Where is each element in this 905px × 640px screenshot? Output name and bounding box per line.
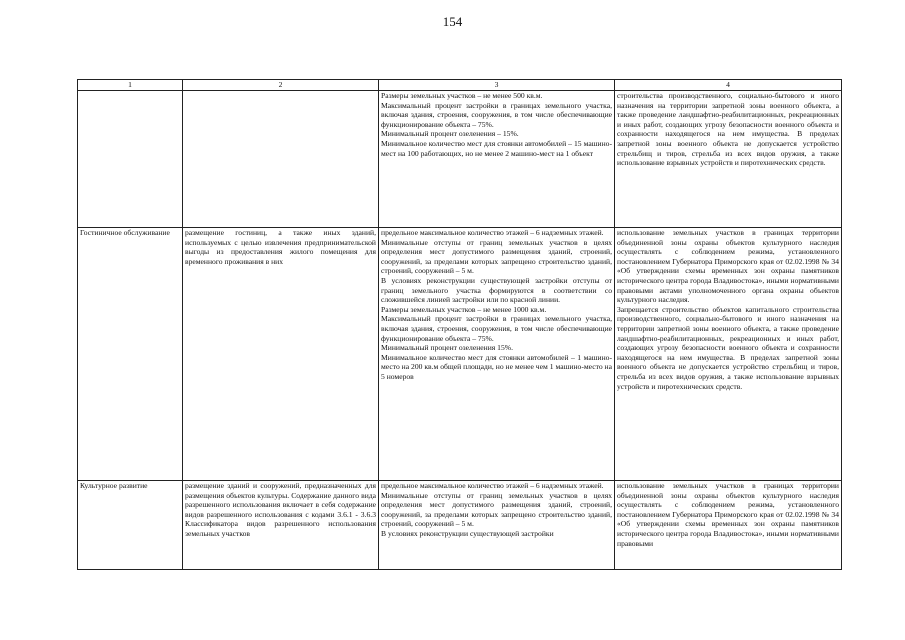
use-type-cell: Культурное развитие (78, 481, 183, 570)
parameters-cell (379, 91, 615, 228)
use-description-cell: размещение гостиниц, а также иных зданий, используемых с целью извлечения предпринимательской выгоды из предоставления жилого помещения для временного проживания в них (183, 228, 379, 481)
paragraph: Минимальные отступы от границ земельных участков в целях определения мест допустимого размещения зданий, строений, сооружений, за пределами которых запрещено строительство зданий, строений, сооружений – 5 м. (381, 490, 612, 529)
table-row (78, 228, 842, 481)
paragraph: Минимальное количество мест для стоянки автомобилей – 15 машино-мест на 100 работающих, но не менее 2 машино-мест на 1 объект (381, 138, 612, 158)
regulations-table (77, 79, 842, 570)
paragraph: Размеры земельных участков – не менее 1000 кв.м. (381, 304, 547, 314)
use-type-cell: Гостиничное обслуживание (78, 228, 183, 481)
paragraph: Минимальное количество мест для стоянки автомобилей – 1 машино-место на 200 кв.м общей площади, но не менее чем 1 машино-место на 5 номеров (381, 352, 612, 381)
paragraph: Запрещается строительство объектов капитального строительства производственного, социально-бытового и иного назначения на территории запретной зоны военного объекта, а также проведение ландшафтно-реабилитационных, рекреационных и иных работ, создающих угрозу безопасности военного объекта и сохранности находящегося на нем имущества. В пределах запретной зоны военного объекта не допускается устройство стрельбищ и тиров, стрельба из всех видов оружия, а также использование взрывных устройств и пиротехнических средств. (617, 304, 839, 391)
paragraph: Максимальный процент застройки в границах земельного участка, включая здания, строения, сооружения, в том числе обеспечивающие функционирование объекта – 75%. (381, 314, 612, 343)
paragraph: В условиях реконструкции существующей застройки (381, 528, 554, 538)
restrictions-cell (615, 91, 842, 228)
column-header: 1 (78, 80, 183, 91)
parameters-cell (379, 481, 615, 570)
paragraph: предельное максимальное количество этажей – 6 надземных этажей. (381, 228, 604, 237)
paragraph: использование земельных участков в границах территории объединенной зоны охраны объектов культурного наследия осуществлять с соблюдением режима, установленного постановлением Губернатора Приморского края от 02.02.1998 № 34 «Об утверждении схемы временных зон охраны памятников исторического центра города Владивостока», иными нормативными правовыми (617, 481, 839, 548)
column-header: 2 (183, 80, 379, 91)
paragraph: Размеры земельных участков – не менее 500 кв.м. (381, 91, 543, 100)
restrictions-cell (615, 228, 842, 481)
page-number: 154 (442, 14, 463, 29)
paragraph: предельное максимальное количество этажей – 6 надземных этажей. (381, 481, 604, 490)
column-header: 4 (615, 80, 842, 91)
paragraph: Минимальный процент озеленения 15%. (381, 343, 513, 353)
paragraph: использование земельных участков в границах территории объединенной зоны охраны объектов культурного наследия осуществлять с соблюдением режима, установленного постановлением Губернатора Приморского края от 02.02.1998 № 34 «Об утверждении схемы временных зон охраны памятников исторического центра города Владивостока», иными нормативными правовыми актами уполномоченного органа охраны объектов культурного наследия. (617, 228, 839, 305)
paragraph: Минимальные отступы от границ земельных участков в целях определения мест допустимого размещения зданий, строений, сооружений, за пределами которых запрещено строительство зданий, строений, сооружений – 5 м. (381, 237, 612, 276)
column-header: 3 (379, 80, 615, 91)
paragraph: Максимальный процент застройки в границах земельного участка, включая здания, строения, сооружения, в том числе обеспечивающие функционирование объекта – 75%. (381, 100, 612, 129)
restrictions-cell (615, 481, 842, 570)
use-type-cell (78, 91, 183, 228)
table-header-row (78, 80, 842, 91)
paragraph: В условиях реконструкции существующей застройки отступы от границ земельного участка формируются в соответствии со сложившейся линией застройки или по красной линии. (381, 275, 612, 305)
use-description-cell (183, 91, 379, 228)
use-description-cell: размещение зданий и сооружений, предназначенных для размещения объектов культуры. Содержание данного вида разрешенного использования включает в себя содержание видов разрешенного использования с кодами 3.6.1 - 3.6.3 Классификатора видов разрешенного использования земельных участков (183, 481, 379, 570)
paragraph: строительства производственного, социально-бытового и иного назначения на территории запретной зоны военного объекта, а также проведение ландшафтно-реабилитационных, рекреационных и иных работ, создающих угрозу безопасности военного объекта и сохранности находящегося на нем имущества. В пределах запретной зоны военного объекта не допускается устройство стрельбищ и тиров, стрельба из всех видов оружия, а также использование взрывных устройств и пиротехнических средств. (617, 91, 839, 168)
paragraph: Минимальный процент озеленения – 15%. (381, 129, 519, 139)
parameters-cell (379, 228, 615, 481)
table-row (78, 481, 842, 570)
table-row (78, 91, 842, 228)
